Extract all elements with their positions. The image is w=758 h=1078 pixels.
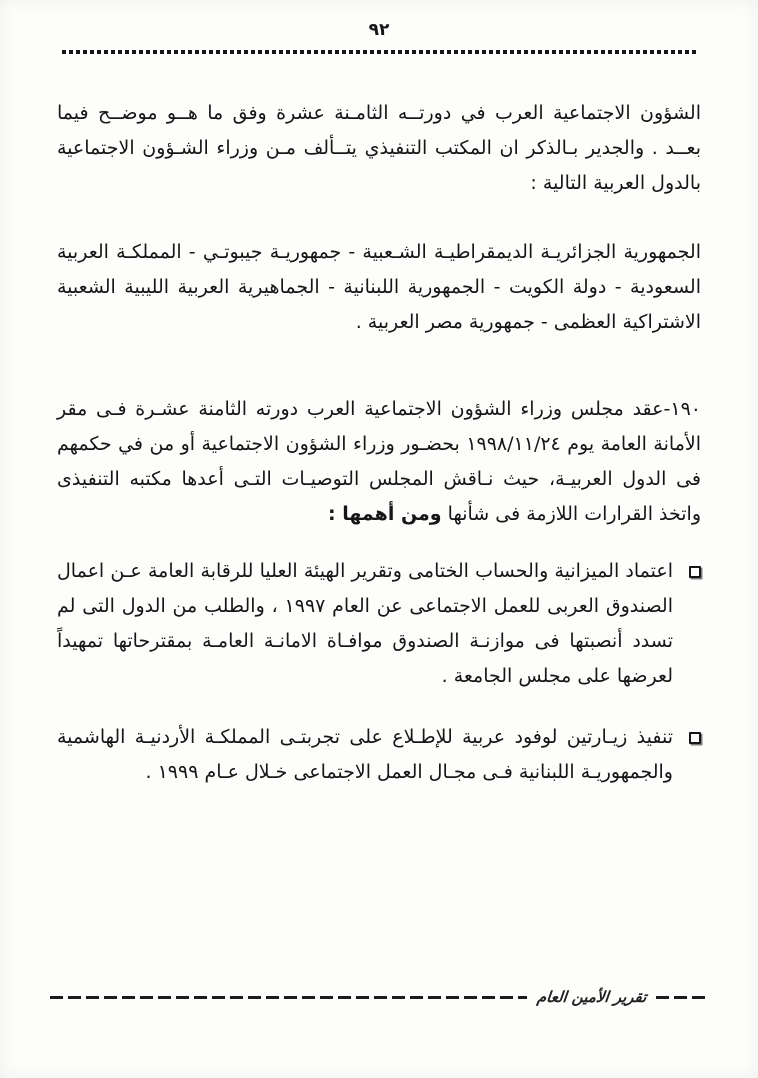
item-text: عقد مجلس وزراء الشؤون الاجتماعية العرب دورته الثامنة عشـرة فـى مقر الأمانة العامة يوم ١٩٩٨/١١/٢٤ بحضـور وزراء الشؤون الاجتماعية أو من في حكمهم فى الدول العربيـة، حيث نـاقش المجلس التوصيـات التـى أعدها مكتبه التنفيذى واتخذ القرارات اللازمة فى شأنها	[57, 398, 701, 525]
bullet-item-2	[57, 720, 701, 790]
document-body	[0, 54, 758, 790]
item-text-emphasis: ومن أهمها :	[328, 503, 442, 525]
bullet-text-budget: اعتماد الميزانية والحساب الختامى وتقرير الهيئة العليا للرقابة العامة عـن اعمال الصندوق العربى للعمل الاجتماعى عن العام ١٩٩٧ ، والطلب من الدول التى لم تسدد أنصبتها فى موازنـة الصندوق موافـاة الامانـة العامـة بمقترحاتها تمهيداً لعرضها على مجلس الجامعة .	[57, 560, 673, 687]
page-number: ٩٢	[368, 20, 390, 40]
footer-rule-right	[656, 996, 708, 999]
bullet-text-visits: تنفيذ زيـارتين لوفود عربية للإطـلاع على تجربتـى المملكـة الأردنيـة الهاشمية والجمهوريـة اللبنانية فـى مجـال العمل الاجتماعى خـلال عـام ١٩٩٩ .	[57, 726, 673, 783]
paragraph-item-190	[57, 392, 701, 532]
footer	[50, 988, 708, 1006]
paragraph-intro: الشؤون الاجتماعية العرب في دورتــه الثامـنة عشرة وفق ما هــو موضــح فيما بعــد . والجدير بـالذكر ان المكتب التنفيذي يتــألف مـن وزراء الشـؤون الاجتماعية بالدول العربية التالية :	[57, 102, 701, 194]
bullet-item-1	[57, 554, 701, 694]
paragraph-countries: الجمهورية الجزائريـة الديمقراطيـة الشـعبية - جمهوريـة جيبوتـي - المملكـة العربية السعودية - دولة الكويت - الجمهورية اللبنانية - الجماهيرية العربية الليبية الشعبية الاشتراكية العظمى - جمهورية مصر العربية .	[57, 241, 701, 333]
footer-rule-left	[50, 996, 527, 999]
square-bullet-icon	[689, 732, 701, 744]
footer-signature: تقرير الأمين العام	[535, 988, 647, 1006]
square-bullet-icon	[689, 566, 701, 578]
item-number: ١٩٠-	[663, 398, 701, 420]
